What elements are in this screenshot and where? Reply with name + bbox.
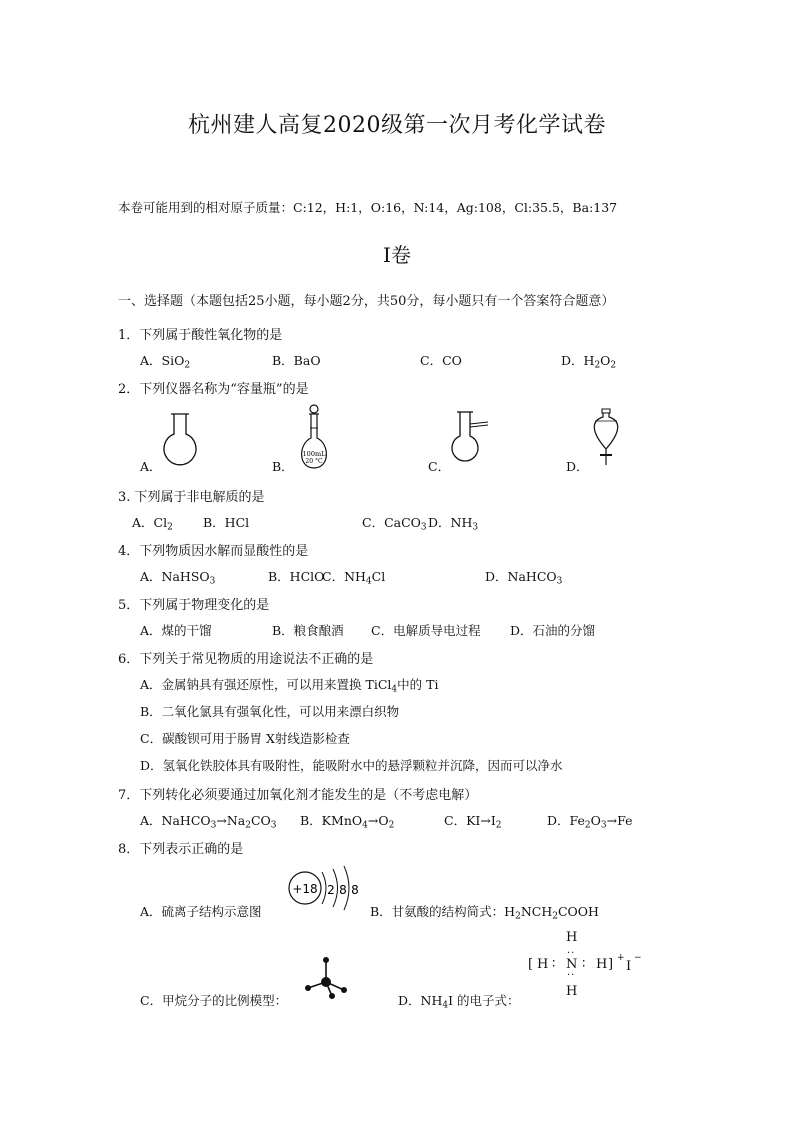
q1-option-c: C．CO — [420, 353, 462, 368]
q5-option-d: D．石油的分馏 — [510, 623, 596, 638]
q2-option-d: D． — [566, 459, 589, 474]
q7-option-d: D．$Fe_2O_3\to Fe$ — [547, 813, 633, 831]
q6-option-a: A．金属钠具有强还原性，可以用来置换 TiCl$_4$中的 Ti — [140, 677, 439, 695]
question-2-stem: 2．下列仪器名称为“容量瓶”的是 — [118, 382, 309, 397]
distillation-flask-icon — [448, 408, 496, 472]
q7-option-b: B．$KMnO_4\to O_2$ — [300, 813, 395, 831]
question-7-stem: 7．下列转化必须要通过加氧化剂才能发生的是（不考虑电解） — [118, 788, 478, 803]
q4-option-d: D．NaHCO$_3$ — [485, 569, 563, 587]
methane-model-icon — [304, 956, 350, 1000]
q2-option-b: B． — [272, 459, 294, 474]
page-title: 杭州建人高复2020级第一次月考化学试卷 — [188, 113, 606, 138]
nucleus-charge: +18 — [292, 882, 318, 896]
flask-temperature-label: 20 °C — [305, 458, 323, 465]
question-5-stem: 5．下列属于物理变化的是 — [118, 598, 270, 613]
iodide-charge: − — [634, 953, 642, 963]
q6-option-d: D．氢氧化铁胶体具有吸附性，能吸附水中的悬浮颗粒并沉降，因而可以净水 — [140, 758, 563, 773]
question-8-stem: 8．下列表示正确的是 — [118, 842, 244, 857]
iodide: I — [626, 959, 632, 974]
top-electron-pair: ·· — [567, 948, 576, 959]
top-hydrogen: H — [566, 930, 578, 945]
q1-option-a: A．SiO$_2$ — [140, 353, 191, 371]
right-hydrogen: H — [596, 957, 608, 972]
q5-option-a: A．煤的干馏 — [140, 623, 212, 638]
left-bracket: [ — [528, 957, 534, 972]
right-bracket: ] — [608, 957, 614, 972]
bottom-electron-pair: ·· — [567, 970, 576, 981]
round-bottom-flask-icon — [158, 410, 202, 470]
q8-option-d: D．$NH_4I$ 的电子式： — [398, 993, 520, 1011]
q5-option-c: C．电解质导电过程 — [371, 623, 481, 638]
volumetric-flask-icon — [296, 402, 336, 472]
shell-3-electrons: 8 — [351, 883, 359, 897]
q8-option-a: A．硫离子结构示意图 — [140, 904, 262, 919]
q3-option-b: B．HCl — [203, 515, 250, 530]
q6-option-c: C．碳酸钡可用于肠胃 X射线造影检查 — [140, 731, 350, 746]
part-one-heading: 一、选择题（本题包括25小题，每小题2分，共50分，每小题只有一个答案符合题意） — [118, 294, 615, 309]
q6-option-b: B．二氧化氯具有强氧化性，可以用来漂白织物 — [140, 704, 400, 719]
q5-option-b: B．粮食酿酒 — [272, 623, 344, 638]
q7-option-a: A．$NaHCO_3\to Na_2CO_3$ — [140, 813, 277, 831]
flask-volume-label: 100mL — [302, 450, 326, 458]
q3-option-d: D．$NH_3$ — [428, 515, 479, 533]
q1-option-d: D．$H_2O_2$ — [561, 353, 617, 371]
q4-option-a: A．NaHSO$_3$ — [140, 569, 216, 587]
q1-option-b: B．BaO — [272, 353, 321, 368]
ammonium-iodide-electron-formula — [528, 928, 658, 1004]
question-6-stem: 6．下列关于常见物质的用途说法不正确的是 — [118, 652, 374, 667]
separatory-funnel-icon — [586, 403, 626, 469]
q2-option-c: C． — [428, 459, 451, 474]
q3-option-a: A．$Cl_2$ — [132, 515, 173, 533]
q4-option-c: C．$NH_4Cl$ — [322, 569, 386, 587]
q7-option-c: C．$KI\to I_2$ — [444, 813, 502, 831]
left-hydrogen: H — [537, 957, 549, 972]
shell-1-electrons: 2 — [327, 883, 335, 897]
q8-option-b: B．甘氨酸的结构简式：$H_2NCH_2COOH$ — [370, 904, 599, 922]
q3-option-c: C．CaCO$_3$ — [362, 515, 427, 533]
q2-option-a: A． — [140, 459, 162, 474]
question-3-stem: 3. 下列属于非电解质的是 — [118, 490, 265, 505]
right-electron-pair: ∶ — [582, 957, 586, 972]
nitrogen-atom: N — [566, 957, 578, 972]
shell-2-electrons: 8 — [339, 883, 347, 897]
sulfide-ion-structure-diagram — [286, 862, 368, 914]
cation-charge: + — [617, 953, 625, 963]
q4-option-b: B．HClO — [268, 569, 325, 584]
left-electron-pair: ∶ — [552, 957, 556, 972]
atomic-mass-note: 本卷可能用到的相对原子质量：C:12，H:1，O:16，N:14，Ag:108，Cl:35.5，Ba:137 — [118, 200, 618, 215]
bottom-hydrogen: H — [566, 984, 578, 999]
q8-option-c: C．甲烷分子的比例模型： — [140, 993, 288, 1008]
section-heading: Ⅰ卷 — [383, 243, 411, 267]
question-4-stem: 4．下列物质因水解而显酸性的是 — [118, 544, 309, 559]
question-1-stem: 1．下列属于酸性氧化物的是 — [118, 328, 283, 343]
